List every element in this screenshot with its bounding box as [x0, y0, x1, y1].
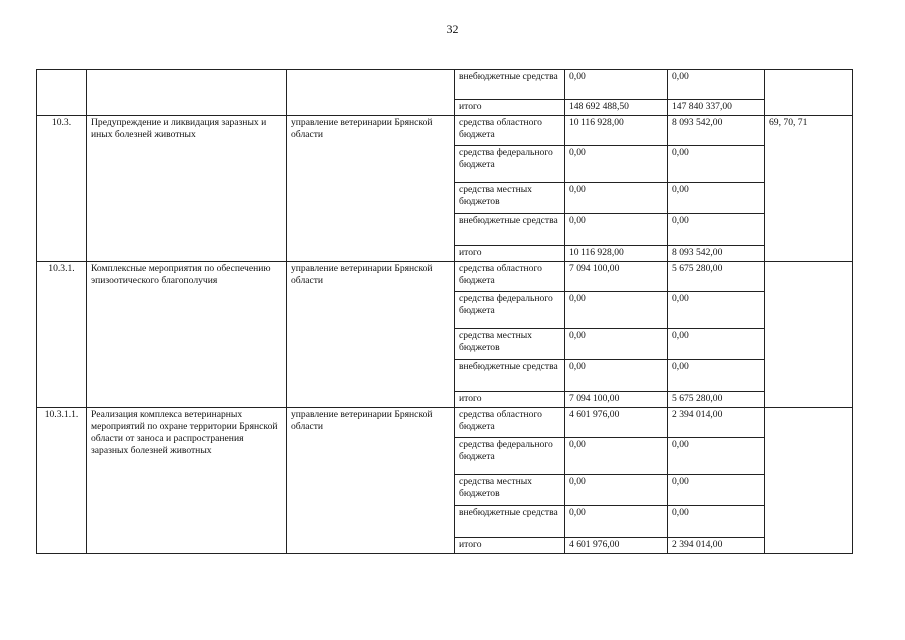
source-cell: средства местных бюджетов: [455, 475, 565, 506]
source-cell: итого: [455, 246, 565, 262]
title-cell: Реализация комплекса ветеринарных мероприятий по охране территории Брянской области от заноса и распространения заразных болезней животных: [87, 408, 287, 554]
table-row: [37, 70, 853, 100]
source-cell: средства областного бюджета: [455, 116, 565, 146]
reference-cell: [765, 70, 853, 116]
value-cell: 0,00: [565, 183, 668, 214]
budget-table: [36, 69, 853, 554]
source-cell: средства областного бюджета: [455, 262, 565, 292]
value-cell: 0,00: [565, 329, 668, 360]
executor-cell: [287, 70, 455, 116]
source-cell: итого: [455, 392, 565, 408]
source-cell: средства федерального бюджета: [455, 438, 565, 475]
value-cell: 0,00: [668, 292, 765, 329]
value-cell: 5 675 280,00: [668, 262, 765, 292]
table-row: [37, 408, 853, 438]
reference-cell: [765, 262, 853, 408]
value-cell: 4 601 976,00: [565, 408, 668, 438]
value-cell: 0,00: [668, 438, 765, 475]
value-cell: 0,00: [565, 475, 668, 506]
value-cell: 5 675 280,00: [668, 392, 765, 408]
source-cell: внебюджетные средства: [455, 214, 565, 246]
value-cell: 0,00: [565, 360, 668, 392]
title-cell: Комплексные мероприятия по обеспечению эпизоотического благополучия: [87, 262, 287, 408]
title-cell: Предупреждение и ликвидация заразных и иных болезней животных: [87, 116, 287, 262]
table-row: [37, 262, 853, 292]
executor-cell: управление ветеринарии Брянской области: [287, 262, 455, 408]
value-cell: 8 093 542,00: [668, 246, 765, 262]
number-cell: 10.3.1.1.: [37, 408, 87, 554]
source-cell: средства местных бюджетов: [455, 329, 565, 360]
value-cell: 0,00: [565, 214, 668, 246]
value-cell: 8 093 542,00: [668, 116, 765, 146]
source-cell: итого: [455, 538, 565, 554]
value-cell: 0,00: [668, 146, 765, 183]
value-cell: 148 692 488,50: [565, 100, 668, 116]
source-cell: внебюджетные средства: [455, 70, 565, 100]
value-cell: 2 394 014,00: [668, 408, 765, 438]
source-cell: средства федерального бюджета: [455, 146, 565, 183]
table-row: [37, 116, 853, 146]
value-cell: 0,00: [565, 506, 668, 538]
source-cell: средства областного бюджета: [455, 408, 565, 438]
value-cell: 0,00: [565, 70, 668, 100]
value-cell: 7 094 100,00: [565, 392, 668, 408]
value-cell: 0,00: [565, 146, 668, 183]
value-cell: 0,00: [668, 360, 765, 392]
executor-cell: управление ветеринарии Брянской области: [287, 116, 455, 262]
page-number: 32: [446, 22, 459, 36]
value-cell: 0,00: [565, 292, 668, 329]
value-cell: 10 116 928,00: [565, 116, 668, 146]
source-cell: итого: [455, 100, 565, 116]
value-cell: 0,00: [668, 329, 765, 360]
value-cell: 0,00: [668, 70, 765, 100]
value-cell: 0,00: [668, 214, 765, 246]
reference-cell: 69, 70, 71: [765, 116, 853, 262]
source-cell: средства федерального бюджета: [455, 292, 565, 329]
number-cell: [37, 70, 87, 116]
value-cell: 0,00: [668, 475, 765, 506]
source-cell: средства местных бюджетов: [455, 183, 565, 214]
number-cell: 10.3.1.: [37, 262, 87, 408]
value-cell: 0,00: [565, 438, 668, 475]
value-cell: 7 094 100,00: [565, 262, 668, 292]
reference-cell: [765, 408, 853, 554]
title-cell: [87, 70, 287, 116]
number-cell: 10.3.: [37, 116, 87, 262]
source-cell: внебюджетные средства: [455, 360, 565, 392]
value-cell: 10 116 928,00: [565, 246, 668, 262]
value-cell: 2 394 014,00: [668, 538, 765, 554]
value-cell: 147 840 337,00: [668, 100, 765, 116]
value-cell: 4 601 976,00: [565, 538, 668, 554]
value-cell: 0,00: [668, 183, 765, 214]
executor-cell: управление ветеринарии Брянской области: [287, 408, 455, 554]
value-cell: 0,00: [668, 506, 765, 538]
source-cell: внебюджетные средства: [455, 506, 565, 538]
